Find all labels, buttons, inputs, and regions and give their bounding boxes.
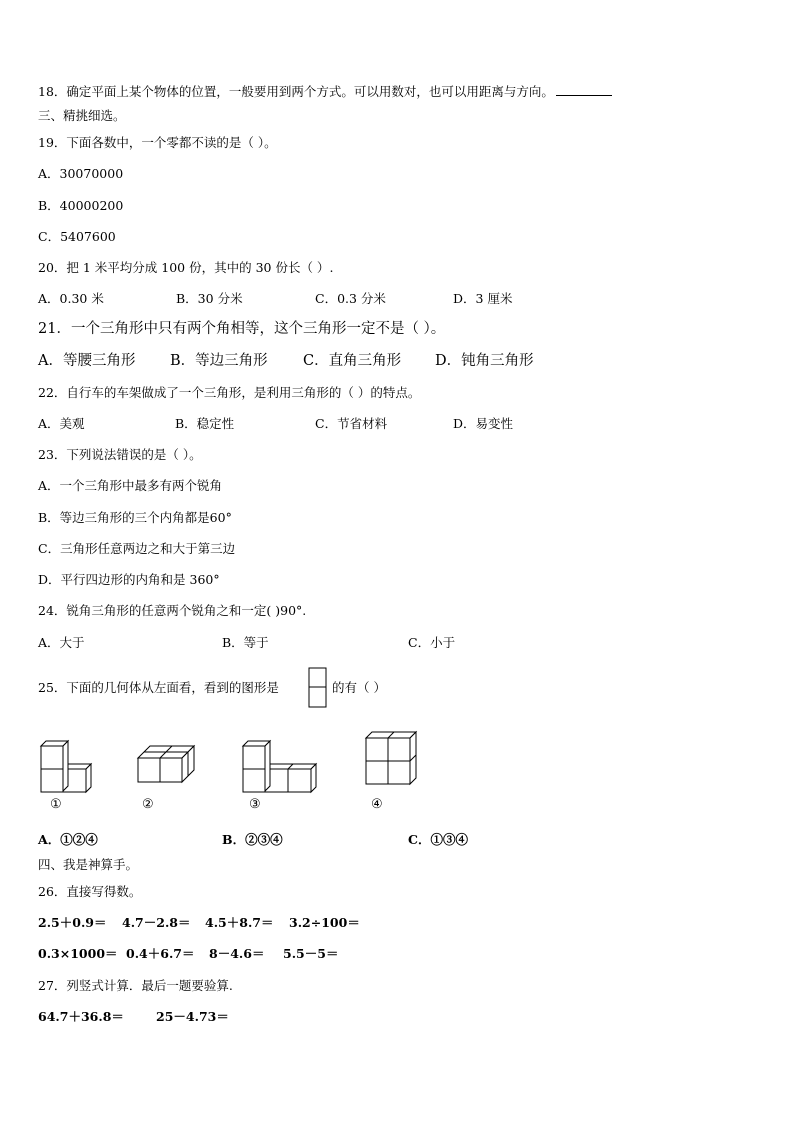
q21-option-b[interactable]: B．等边三角形 (170, 353, 268, 369)
q25-stem-part-b: 的有（ ） (332, 680, 386, 695)
question-20-stem: 20．把 1 米平均分成 100 份，其中的 30 份长（ ）. (38, 260, 334, 275)
q25-option-a[interactable]: A．①②④ (38, 832, 98, 847)
q26-item: 8－4.6＝ (209, 946, 265, 961)
figure-label-3: ③ (249, 797, 261, 812)
q22-options (38, 416, 758, 432)
q26-item: 0.3×1000＝ (38, 946, 118, 961)
solid-figure-4-icon (364, 728, 420, 786)
q22-option-c[interactable]: C．节省材料 (315, 416, 388, 431)
q27-items (38, 1009, 758, 1025)
question-26-stem: 26．直接写得数。 (38, 884, 142, 899)
q24-option-c[interactable]: C．小于 (408, 635, 456, 650)
q24-option-a[interactable]: A．大于 (38, 635, 85, 650)
q23-option-c[interactable]: C．三角形任意两边之和大于第三边 (38, 541, 236, 556)
left-view-shape-icon (308, 667, 328, 709)
question-25-stem (38, 680, 758, 696)
q26-row-1 (38, 915, 758, 931)
figure-label-2: ② (142, 797, 154, 812)
q24-options (38, 635, 758, 651)
q21-option-d[interactable]: D．钝角三角形 (435, 353, 534, 369)
q25-options (38, 832, 758, 848)
section-4-title: 四、我是神算手。 (38, 857, 139, 872)
q22-option-a[interactable]: A．美观 (38, 416, 85, 431)
q20-option-c[interactable]: C．0.3 分米 (315, 291, 386, 306)
question-24-stem: 24．锐角三角形的任意两个锐角之和一定( )90°. (38, 603, 307, 618)
q26-item: 4.7－2.8＝ (122, 915, 191, 930)
q23-option-d[interactable]: D．平行四边形的内角和是 360° (38, 572, 220, 587)
q27-item: 25－4.73＝ (156, 1009, 229, 1024)
q27-item: 64.7＋36.8＝ (38, 1009, 124, 1024)
question-27-stem: 27．列竖式计算．最后一题要验算. (38, 978, 233, 993)
q20-option-a[interactable]: A．0.30 米 (38, 291, 104, 306)
q23-option-b[interactable]: B．等边三角形的三个内角都是60° (38, 510, 232, 525)
q20-option-d[interactable]: D．3 厘米 (453, 291, 513, 306)
q22-option-b[interactable]: B．稳定性 (175, 416, 235, 431)
q22-option-d[interactable]: D．易变性 (453, 416, 514, 431)
q26-row-2 (38, 946, 758, 962)
q26-item: 5.5－5＝ (283, 946, 339, 961)
question-22-stem: 22．自行车的车架做成了一个三角形，是利用三角形的（ ）的特点。 (38, 385, 421, 400)
q25-stem-part-a: 25．下面的几何体从左面看，看到的图形是 (38, 680, 279, 695)
q25-option-b[interactable]: B．②③④ (222, 832, 283, 847)
q26-item: 2.5＋0.9＝ (38, 915, 107, 930)
q26-item: 3.2÷100＝ (289, 915, 360, 930)
q19-option-a[interactable]: A．30070000 (38, 166, 124, 181)
q23-option-a[interactable]: A．一个三角形中最多有两个锐角 (38, 478, 223, 493)
question-18: 18．确定平面上某个物体的位置，一般要用到两个方式。可以用数对，也可以用距离与方向。 (38, 83, 612, 100)
solid-figure-1-icon (38, 735, 100, 795)
q25-option-c[interactable]: C．①③④ (408, 832, 468, 847)
q20-option-b[interactable]: B．30 分米 (176, 291, 243, 306)
figure-label-4: ④ (371, 797, 383, 812)
solid-figure-3-icon (240, 735, 322, 795)
q21-option-a[interactable]: A．等腰三角形 (38, 353, 136, 369)
q20-options (38, 291, 758, 307)
figure-label-1: ① (50, 797, 62, 812)
q26-item: 4.5＋8.7＝ (205, 915, 274, 930)
q26-item: 0.4＋6.7＝ (126, 946, 195, 961)
question-21-stem: 21．一个三角形中只有两个角相等，这个三角形一定不是（ ）。 (38, 321, 446, 337)
question-23-stem: 23．下列说法错误的是（ ）。 (38, 447, 202, 462)
section-3-title: 三、精挑细选。 (38, 108, 126, 123)
q19-option-b[interactable]: B．40000200 (38, 198, 124, 213)
q24-option-b[interactable]: B．等于 (222, 635, 269, 650)
answer-blank[interactable] (556, 83, 612, 96)
q21-option-c[interactable]: C．直角三角形 (303, 353, 402, 369)
q19-option-c[interactable]: C．5407600 (38, 229, 116, 244)
question-19-stem: 19．下面各数中，一个零都不读的是（ ）。 (38, 135, 277, 150)
q21-options (38, 353, 758, 369)
solid-figure-2-icon (136, 742, 198, 784)
